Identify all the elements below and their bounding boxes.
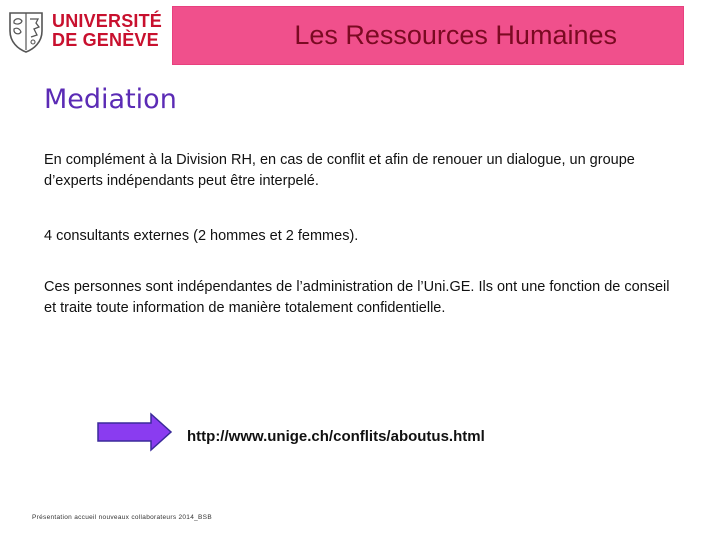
university-logo bbox=[6, 8, 163, 54]
section-title: Mediation bbox=[44, 84, 177, 115]
paragraph-consultants: 4 consultants externes (2 hommes et 2 femmes). bbox=[44, 228, 359, 244]
right-arrow-icon bbox=[97, 412, 173, 452]
paragraph-independence: Ces personnes sont indépendantes de l’administration de l’Uni.GE. Ils ont une fonction de conseil et traite toute information de manière totalement confidentielle. bbox=[44, 279, 670, 316]
university-crest-icon bbox=[6, 9, 46, 53]
header-title: Les Ressources Humaines bbox=[294, 20, 617, 50]
university-name bbox=[52, 12, 162, 50]
paragraph-complement: En complément à la Division RH, en cas de conflit et afin de renouer un dialogue, un groupe d’experts indépendants peut être interpelé. bbox=[44, 152, 635, 189]
university-name-line2: DE GENÈVE bbox=[52, 30, 159, 50]
header-banner bbox=[172, 6, 684, 65]
conflicts-link[interactable]: http://www.unige.ch/conflits/aboutus.html bbox=[187, 428, 485, 445]
university-name-line1: UNIVERSITÉ bbox=[52, 11, 163, 31]
footer-note: Présentation accueil nouveaux collaborateurs 2014_BSB bbox=[32, 514, 212, 521]
